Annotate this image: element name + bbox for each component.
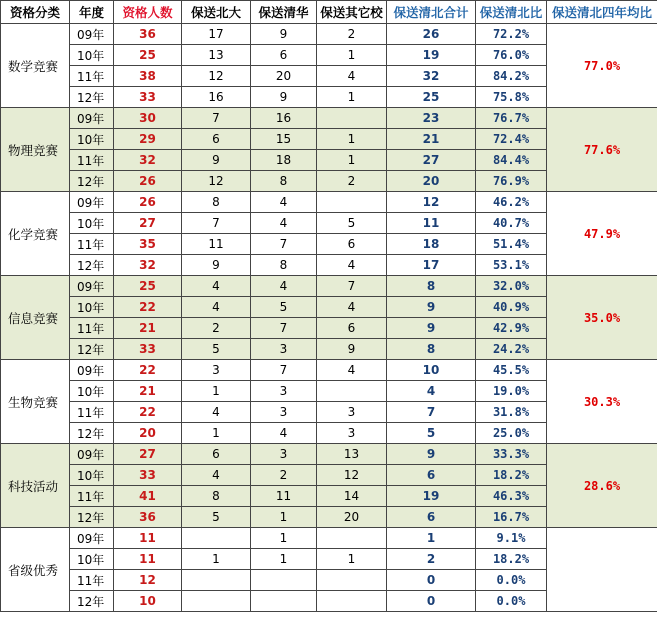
total-cell: 21 [387,129,476,150]
total-cell: 10 [387,360,476,381]
thu-cell: 3 [251,339,317,360]
other-cell: 2 [317,171,387,192]
thu-cell: 7 [251,318,317,339]
thu-cell: 2 [251,465,317,486]
ratio-cell: 19.0% [476,381,547,402]
total-cell: 7 [387,402,476,423]
category-cell: 生物竞赛 [1,360,70,444]
ratio-cell: 84.2% [476,66,547,87]
pku-cell: 1 [182,423,251,444]
table-row [1,444,657,465]
total-cell: 12 [387,192,476,213]
ratio-cell: 42.9% [476,318,547,339]
year-cell: 11年 [70,150,114,171]
year-cell: 09年 [70,24,114,45]
total-cell: 17 [387,255,476,276]
total-cell: 0 [387,591,476,612]
pku-cell: 4 [182,465,251,486]
total-cell: 20 [387,171,476,192]
ratio-cell: 31.8% [476,402,547,423]
ratio-cell: 40.9% [476,297,547,318]
total-cell: 23 [387,108,476,129]
year-cell: 09年 [70,192,114,213]
other-cell: 2 [317,24,387,45]
header-ratio: 保送清北比 [476,1,547,24]
ratio-cell: 18.2% [476,465,547,486]
header-year: 年度 [70,1,114,24]
category-cell: 物理竞赛 [1,108,70,192]
total-cell: 4 [387,381,476,402]
year-cell: 11年 [70,234,114,255]
other-cell: 14 [317,486,387,507]
header-total: 保送清北合计 [387,1,476,24]
ratio-cell: 46.3% [476,486,547,507]
thu-cell: 9 [251,24,317,45]
thu-cell: 11 [251,486,317,507]
thu-cell: 4 [251,276,317,297]
year-cell: 09年 [70,528,114,549]
total-cell: 8 [387,276,476,297]
year-cell: 12年 [70,255,114,276]
quota-cell: 21 [114,318,182,339]
other-cell: 5 [317,213,387,234]
header-row [1,1,657,24]
quota-cell: 25 [114,276,182,297]
year-cell: 10年 [70,381,114,402]
pku-cell: 8 [182,192,251,213]
total-cell: 9 [387,318,476,339]
quota-cell: 32 [114,255,182,276]
other-cell [317,528,387,549]
ratio-cell: 40.7% [476,213,547,234]
pku-cell: 4 [182,297,251,318]
quota-cell: 20 [114,423,182,444]
pku-cell: 1 [182,549,251,570]
year-cell: 12年 [70,507,114,528]
other-cell: 1 [317,87,387,108]
other-cell: 4 [317,255,387,276]
other-cell [317,381,387,402]
table-row [1,528,657,549]
year-cell: 12年 [70,591,114,612]
total-cell: 8 [387,339,476,360]
other-cell [317,192,387,213]
other-cell: 12 [317,465,387,486]
quota-cell: 26 [114,192,182,213]
pku-cell: 4 [182,402,251,423]
pku-cell: 6 [182,444,251,465]
average-cell [547,528,657,612]
ratio-cell: 0.0% [476,591,547,612]
pku-cell: 12 [182,171,251,192]
year-cell: 11年 [70,486,114,507]
other-cell: 3 [317,423,387,444]
total-cell: 0 [387,570,476,591]
other-cell: 20 [317,507,387,528]
pku-cell: 2 [182,318,251,339]
pku-cell: 7 [182,213,251,234]
quota-cell: 10 [114,591,182,612]
pku-cell: 16 [182,87,251,108]
year-cell: 10年 [70,549,114,570]
quota-cell: 32 [114,150,182,171]
total-cell: 6 [387,465,476,486]
quota-cell: 33 [114,465,182,486]
ratio-cell: 33.3% [476,444,547,465]
total-cell: 19 [387,45,476,66]
thu-cell: 3 [251,381,317,402]
ratio-cell: 51.4% [476,234,547,255]
thu-cell: 6 [251,45,317,66]
year-cell: 09年 [70,108,114,129]
year-cell: 10年 [70,465,114,486]
quota-cell: 25 [114,45,182,66]
year-cell: 10年 [70,45,114,66]
year-cell: 10年 [70,129,114,150]
quota-cell: 30 [114,108,182,129]
header-average: 保送清北四年均比 [547,1,657,24]
thu-cell: 18 [251,150,317,171]
pku-cell: 5 [182,339,251,360]
total-cell: 27 [387,150,476,171]
category-cell: 数学竞赛 [1,24,70,108]
quota-cell: 22 [114,297,182,318]
other-cell [317,591,387,612]
quota-cell: 22 [114,360,182,381]
year-cell: 09年 [70,444,114,465]
average-cell: 47.9% [547,192,657,276]
other-cell: 1 [317,150,387,171]
other-cell [317,108,387,129]
ratio-cell: 18.2% [476,549,547,570]
thu-cell: 1 [251,528,317,549]
pku-cell [182,528,251,549]
ratio-cell: 76.7% [476,108,547,129]
ratio-cell: 24.2% [476,339,547,360]
header-quota: 资格人数 [114,1,182,24]
thu-cell: 7 [251,360,317,381]
thu-cell: 1 [251,549,317,570]
ratio-cell: 75.8% [476,87,547,108]
quota-cell: 36 [114,507,182,528]
total-cell: 26 [387,24,476,45]
year-cell: 11年 [70,318,114,339]
year-cell: 12年 [70,171,114,192]
table-row [1,276,657,297]
other-cell: 4 [317,360,387,381]
pku-cell: 12 [182,66,251,87]
category-cell: 信息竞赛 [1,276,70,360]
quota-cell: 27 [114,444,182,465]
thu-cell: 9 [251,87,317,108]
pku-cell: 11 [182,234,251,255]
average-cell: 28.6% [547,444,657,528]
quota-cell: 26 [114,171,182,192]
other-cell [317,570,387,591]
quota-cell: 33 [114,339,182,360]
ratio-cell: 76.9% [476,171,547,192]
pku-cell: 9 [182,150,251,171]
ratio-cell: 9.1% [476,528,547,549]
ratio-cell: 84.4% [476,150,547,171]
category-cell: 化学竞赛 [1,192,70,276]
thu-cell: 4 [251,192,317,213]
total-cell: 32 [387,66,476,87]
category-cell: 科技活动 [1,444,70,528]
year-cell: 11年 [70,570,114,591]
table-row [1,108,657,129]
quota-cell: 11 [114,549,182,570]
table-row [1,24,657,45]
ratio-cell: 72.4% [476,129,547,150]
total-cell: 9 [387,297,476,318]
table-row [1,360,657,381]
pku-cell: 4 [182,276,251,297]
thu-cell: 20 [251,66,317,87]
year-cell: 11年 [70,402,114,423]
year-cell: 12年 [70,423,114,444]
thu-cell: 8 [251,255,317,276]
ratio-cell: 53.1% [476,255,547,276]
table-body [1,24,657,612]
pku-cell [182,591,251,612]
header-category: 资格分类 [1,1,70,24]
header-pku: 保送北大 [182,1,251,24]
header-other: 保送其它校 [317,1,387,24]
year-cell: 10年 [70,213,114,234]
other-cell: 6 [317,318,387,339]
thu-cell: 5 [251,297,317,318]
thu-cell [251,570,317,591]
year-cell: 11年 [70,66,114,87]
thu-cell: 8 [251,171,317,192]
ratio-cell: 45.5% [476,360,547,381]
average-cell: 30.3% [547,360,657,444]
pku-cell: 5 [182,507,251,528]
thu-cell: 4 [251,213,317,234]
total-cell: 25 [387,87,476,108]
quota-cell: 33 [114,87,182,108]
ratio-cell: 72.2% [476,24,547,45]
pku-cell: 9 [182,255,251,276]
pku-cell: 1 [182,381,251,402]
ratio-cell: 25.0% [476,423,547,444]
thu-cell: 3 [251,402,317,423]
average-cell: 77.0% [547,24,657,108]
year-cell: 09年 [70,360,114,381]
quota-cell: 35 [114,234,182,255]
other-cell: 7 [317,276,387,297]
quota-cell: 12 [114,570,182,591]
ratio-cell: 76.0% [476,45,547,66]
quota-cell: 11 [114,528,182,549]
other-cell: 4 [317,297,387,318]
ratio-cell: 32.0% [476,276,547,297]
total-cell: 11 [387,213,476,234]
pku-cell: 3 [182,360,251,381]
category-cell: 省级优秀 [1,528,70,612]
pku-cell: 8 [182,486,251,507]
pku-cell: 13 [182,45,251,66]
quota-cell: 41 [114,486,182,507]
ratio-cell: 0.0% [476,570,547,591]
total-cell: 19 [387,486,476,507]
ratio-cell: 16.7% [476,507,547,528]
year-cell: 09年 [70,276,114,297]
other-cell: 1 [317,45,387,66]
header-thu: 保送清华 [251,1,317,24]
year-cell: 12年 [70,339,114,360]
other-cell: 3 [317,402,387,423]
thu-cell: 1 [251,507,317,528]
thu-cell: 16 [251,108,317,129]
other-cell: 1 [317,549,387,570]
average-cell: 77.6% [547,108,657,192]
total-cell: 9 [387,444,476,465]
other-cell: 1 [317,129,387,150]
thu-cell: 4 [251,423,317,444]
pku-cell: 17 [182,24,251,45]
pku-cell [182,570,251,591]
quota-cell: 29 [114,129,182,150]
thu-cell [251,591,317,612]
table-row [1,192,657,213]
quota-cell: 36 [114,24,182,45]
pku-cell: 7 [182,108,251,129]
quota-cell: 21 [114,381,182,402]
ratio-cell: 46.2% [476,192,547,213]
other-cell: 6 [317,234,387,255]
average-cell: 35.0% [547,276,657,360]
other-cell: 4 [317,66,387,87]
thu-cell: 15 [251,129,317,150]
pku-cell: 6 [182,129,251,150]
total-cell: 5 [387,423,476,444]
quota-cell: 27 [114,213,182,234]
quota-cell: 38 [114,66,182,87]
year-cell: 12年 [70,87,114,108]
thu-cell: 7 [251,234,317,255]
total-cell: 2 [387,549,476,570]
other-cell: 13 [317,444,387,465]
total-cell: 18 [387,234,476,255]
thu-cell: 3 [251,444,317,465]
quota-cell: 22 [114,402,182,423]
other-cell: 9 [317,339,387,360]
year-cell: 10年 [70,297,114,318]
total-cell: 6 [387,507,476,528]
total-cell: 1 [387,528,476,549]
